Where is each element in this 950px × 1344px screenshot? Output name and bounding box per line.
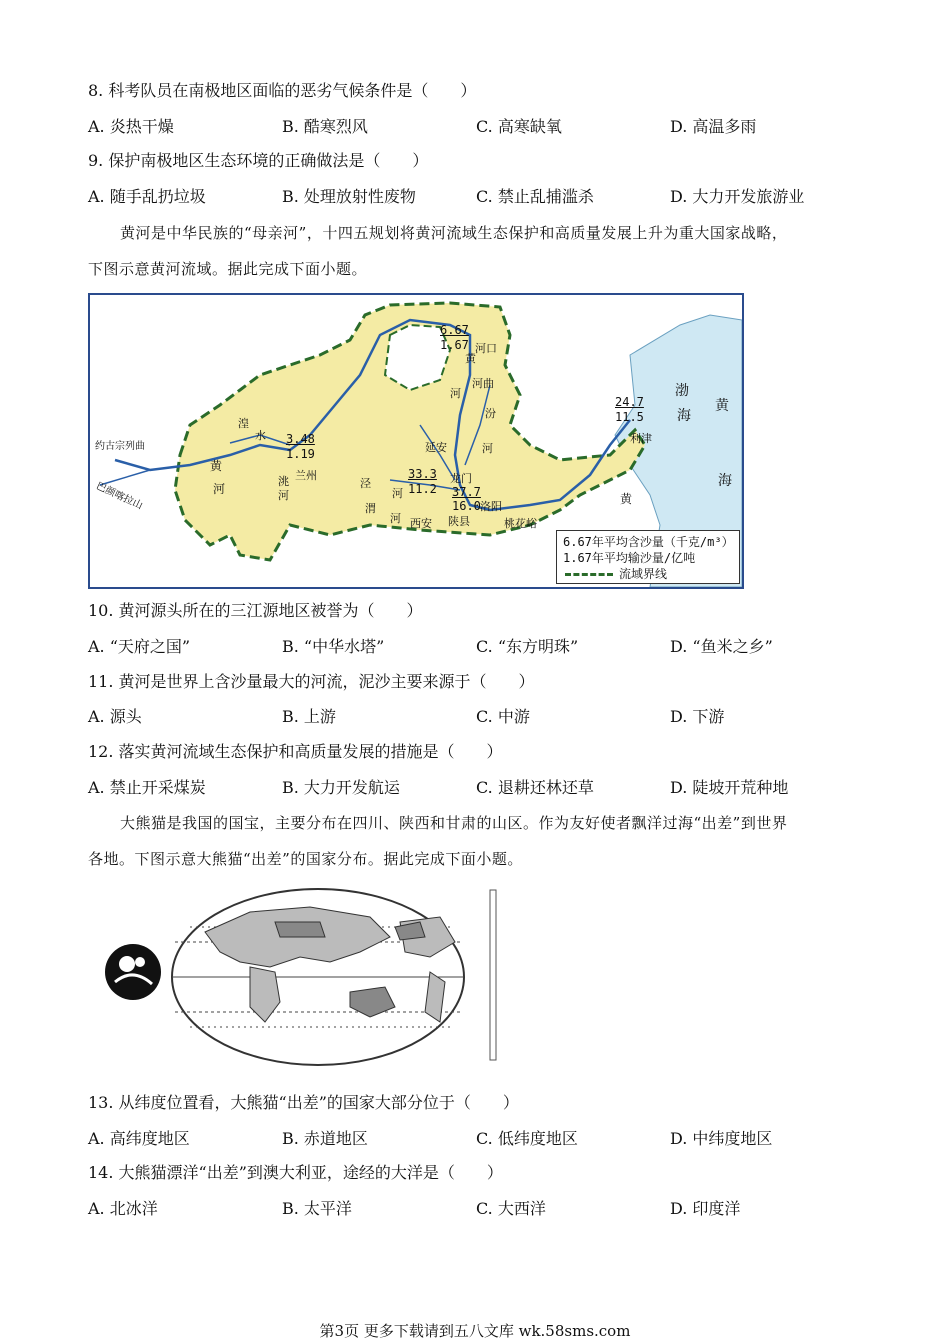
q8-option-b[interactable]: B. 酷寒烈风: [282, 117, 368, 136]
q10-option-a[interactable]: A. “天府之国”: [88, 637, 191, 656]
q8-option-a[interactable]: A. 炎热干燥: [88, 117, 174, 136]
q12-stem: 12. 落实黄河流域生态保护和高质量发展的措施是（ ）: [88, 742, 503, 761]
map-label-he-top: 河: [450, 387, 461, 400]
map-num-lijin-bot: 11.5: [615, 410, 644, 424]
q11-option-d[interactable]: D. 下游: [670, 707, 725, 726]
map-label-lanzhou: 兰州: [295, 469, 317, 482]
passage2-line2: 各地。下图示意大熊猫“出差”的国家分布。据此完成下面小题。: [88, 850, 523, 868]
map-label-taohuayu: 桃花峪: [504, 517, 537, 530]
q9-option-d[interactable]: D. 大力开发旅游业: [670, 187, 805, 206]
q14-option-d[interactable]: D. 印度洋: [670, 1199, 741, 1218]
legend-row-sediment-transport: 1.67年平均输沙量/亿吨: [563, 551, 696, 565]
map-label-yueguzonglie: 约古宗列曲: [95, 441, 145, 452]
q12-option-c[interactable]: C. 退耕还林还草: [476, 778, 594, 797]
q14-option-c[interactable]: C. 大西洋: [476, 1199, 546, 1218]
q8-option-d[interactable]: D. 高温多雨: [670, 117, 757, 136]
map-num-shan-bot: 16.0: [452, 499, 481, 513]
legend-row-boundary: [565, 565, 667, 582]
map-label-bo: 渤: [675, 383, 689, 399]
q11-option-b[interactable]: B. 上游: [282, 707, 336, 726]
map-label-luoyang: 洛阳: [480, 500, 502, 513]
map-label-xian: 西安: [410, 517, 432, 530]
map-label-shanxian: 陕县: [448, 515, 470, 528]
page-footer: 第3页 更多下载请到五八文库 wk.58sms.com: [319, 1322, 631, 1340]
map-label-tao2: 河: [278, 489, 289, 502]
map-label-wei2: 河: [390, 512, 401, 525]
q14-option-a[interactable]: A. 北冰洋: [88, 1199, 158, 1218]
q11-stem: 11. 黄河是世界上含沙量最大的河流，泥沙主要来源于（ ）: [88, 672, 535, 691]
q13-option-c[interactable]: C. 低纬度地区: [476, 1129, 578, 1148]
map-label-huang-left: 黄: [210, 459, 223, 473]
map-label-huangshui2: 水: [255, 429, 266, 442]
q9-option-a[interactable]: A. 随手乱扔垃圾: [88, 187, 206, 206]
q13-option-d[interactable]: D. 中纬度地区: [670, 1129, 773, 1148]
legend-row-sediment-concentration: 6.67年平均含沙量（千克/m³）: [563, 535, 734, 549]
q14-option-b[interactable]: B. 太平洋: [282, 1199, 352, 1218]
map-num-longmen-bot: 11.2: [408, 482, 437, 496]
panda-world-map-figure: [100, 882, 520, 1072]
map-label-huang-sea: 黄: [715, 398, 729, 414]
map-label-lijin: 利津: [630, 432, 652, 445]
map-label-wei1: 渭: [365, 502, 376, 515]
map-label-tao1: 洮: [278, 475, 289, 488]
map-label-huangshui1: 湟: [238, 417, 249, 430]
q10-option-b[interactable]: B. “中华水塔”: [282, 637, 385, 656]
q8-option-c[interactable]: C. 高寒缺氧: [476, 117, 562, 136]
q14-stem: 14. 大熊猫漂洋“出差”到澳大利亚，途经的大洋是（ ）: [88, 1163, 503, 1182]
map-label-huang-top: 黄: [465, 352, 476, 365]
map-num-hekou-bot: 1.67: [440, 338, 469, 352]
q12-option-d[interactable]: D. 陡坡开荒种地: [670, 778, 789, 797]
q10-option-c[interactable]: C. “东方明珠”: [476, 637, 579, 656]
map-num-lanzhou-top: 3.48: [286, 432, 315, 446]
map-num-lanzhou-bot: 1.19: [286, 447, 315, 461]
map-label-jing2: 河: [392, 487, 403, 500]
q9-option-b[interactable]: B. 处理放射性废物: [282, 187, 416, 206]
q9-stem: 9. 保护南极地区生态环境的正确做法是（ ）: [88, 151, 429, 170]
map-label-longmen: 龙门: [450, 472, 472, 485]
map-label-huang-low: 黄: [620, 492, 633, 506]
map-num-hekou-top: 6.67: [440, 323, 469, 337]
map-label-hekou: 河口: [475, 342, 497, 355]
map-label-bayan: 巴颜喀拉山: [94, 480, 145, 512]
map-label-he-left: 河: [213, 482, 226, 496]
q13-stem: 13. 从纬度位置看，大熊猫“出差”的国家大部分位于（ ）: [88, 1093, 519, 1112]
map-label-jing1: 泾: [360, 477, 371, 490]
q9-option-c[interactable]: C. 禁止乱捕滥杀: [476, 187, 594, 206]
map-legend: [556, 530, 740, 584]
boundary-line-icon: [565, 573, 613, 576]
q12-option-b[interactable]: B. 大力开发航运: [282, 778, 400, 797]
passage1-line1: 黄河是中华民族的“母亲河”，十四五规划将黄河流域生态保护和高质量发展上升为重大国家战略，: [120, 224, 788, 242]
passage1-line2: 下图示意黄河流域。据此完成下面小题。: [88, 260, 368, 278]
q8-stem: 8. 科考队员在南极地区面临的恶劣气候条件是（ ）: [88, 81, 477, 100]
map-label-hai1: 海: [677, 408, 691, 424]
map-label-yanan: 延安: [425, 441, 447, 454]
legend-boundary-label: 流域界线: [619, 567, 668, 581]
q11-option-a[interactable]: A. 源头: [88, 707, 142, 726]
q12-option-a[interactable]: A. 禁止开采煤炭: [88, 778, 206, 797]
q13-option-a[interactable]: A. 高纬度地区: [88, 1129, 190, 1148]
passage2-line1: 大熊猫是我国的国宝，主要分布在四川、陕西和甘肃的山区。作为友好使者飘洋过海“出差”到世界: [120, 814, 788, 832]
map-label-hai2: 海: [718, 473, 732, 489]
map-label-hequ: 河曲: [472, 377, 494, 390]
map-num-longmen-top: 33.3: [408, 467, 437, 481]
map-label-fen: 汾: [485, 407, 496, 420]
map-num-shan-top: 37.7: [452, 485, 481, 499]
q11-option-c[interactable]: C. 中游: [476, 707, 530, 726]
q10-option-d[interactable]: D. “鱼米之乡”: [670, 637, 773, 656]
q13-option-b[interactable]: B. 赤道地区: [282, 1129, 368, 1148]
map-num-lijin-top: 24.7: [615, 395, 644, 409]
map-label-fen-he: 河: [482, 442, 493, 455]
q10-stem: 10. 黄河源头所在的三江源地区被誉为（ ）: [88, 601, 423, 620]
panda-world-map-drawing: [100, 882, 520, 1072]
